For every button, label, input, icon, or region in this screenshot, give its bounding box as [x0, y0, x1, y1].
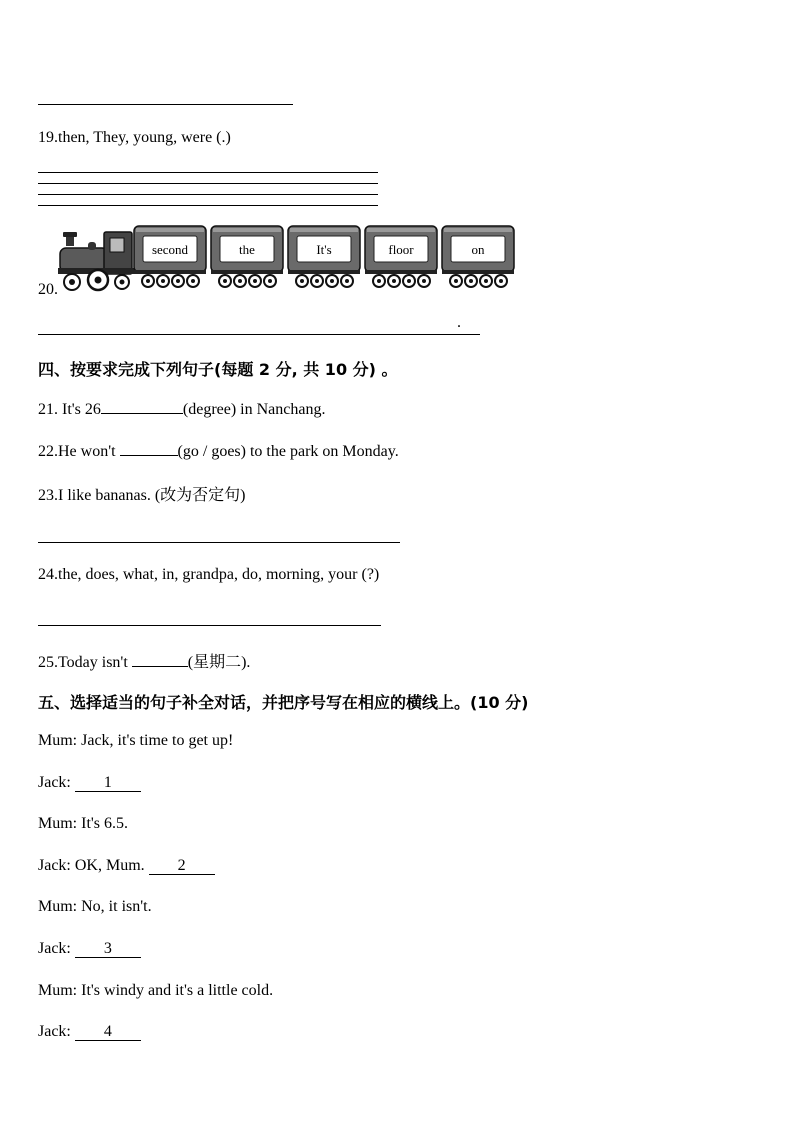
question-23: 23.I like bananas. (改为否定句)	[38, 487, 246, 504]
train-car-word: It's	[316, 242, 332, 257]
dialogue-text: Jack, it's time to get up!	[81, 732, 234, 749]
dialogue-line	[38, 898, 152, 916]
train-car	[288, 226, 360, 287]
answer-blank[interactable]: 3	[75, 941, 141, 958]
question-24: 24.the, does, what, in, grandpa, do, morning, your (?)	[38, 566, 380, 583]
fill-blank[interactable]	[120, 441, 178, 456]
question-25: 25.Today isn't (星期二).	[38, 654, 251, 671]
question-number: 21.	[38, 401, 58, 418]
dialogue-text: No, it isn't.	[81, 898, 152, 916]
speaker: Jack:	[38, 856, 75, 874]
question-number: 23.	[38, 487, 58, 504]
writing-line-2	[38, 183, 378, 184]
question-number: 24.	[38, 566, 58, 583]
locomotive-icon	[58, 232, 136, 290]
fill-blank[interactable]	[132, 652, 188, 667]
dialogue-line	[38, 815, 128, 833]
question-19	[38, 129, 231, 147]
question-20-number: 20.	[38, 281, 58, 298]
question-text: then, They, young, were (.)	[58, 129, 231, 146]
dialogue-line	[38, 982, 273, 1000]
answer-line-period: .	[457, 314, 461, 331]
speaker: Jack:	[38, 940, 75, 957]
speaker: Mum:	[38, 732, 82, 749]
section-5-heading: 五、选择适当的句子补全对话，并把序号写在相应的横线上。(10 分)	[38, 693, 529, 712]
writing-line-3	[38, 194, 378, 195]
speaker: Mum:	[38, 981, 82, 999]
answer-blank[interactable]: 4	[75, 1024, 141, 1041]
answer-blank[interactable]: 2	[149, 858, 215, 875]
question-number: 22.	[38, 443, 58, 460]
speaker: Mum:	[38, 815, 82, 833]
section-4-heading: 四、按要求完成下列句子(每题 2 分, 共 10 分) 。	[38, 360, 398, 379]
speaker: Mum:	[38, 898, 82, 916]
dialogue-text: OK, Mum.	[74, 856, 149, 874]
speaker: Jack:	[38, 773, 75, 791]
train-illustration	[58, 222, 528, 296]
writing-line-1	[38, 172, 378, 173]
fill-blank[interactable]	[101, 399, 183, 414]
answer-line-24	[38, 625, 381, 626]
answer-line-18	[38, 104, 293, 105]
dialogue-text: It's windy and it's a little cold.	[81, 981, 274, 999]
question-number: 19.	[38, 129, 58, 146]
train-car-word: floor	[388, 242, 414, 257]
train-car	[365, 226, 437, 287]
answer-blank[interactable]: 1	[75, 775, 141, 792]
dialogue-line	[38, 774, 141, 792]
dialogue-text: It's 6.5.	[81, 815, 129, 833]
dialogue-line	[38, 857, 215, 875]
question-22: 22.He won't (go / goes) to the park on Monday.	[38, 443, 399, 460]
question-number: 25.	[38, 654, 58, 671]
answer-line-23	[38, 542, 400, 543]
answer-line-20	[38, 334, 480, 335]
train-car-word: the	[239, 242, 255, 257]
train-car	[134, 226, 206, 287]
writing-line-4	[38, 205, 378, 206]
dialogue-line	[38, 940, 141, 958]
speaker: Jack:	[38, 1023, 75, 1041]
train-car	[211, 226, 283, 287]
dialogue-line	[38, 732, 233, 750]
train-car-word: on	[471, 242, 485, 257]
train-car-word: second	[151, 242, 189, 257]
dialogue-line	[38, 1023, 141, 1041]
question-21: 21. It's 26 (degree) in Nanchang.	[38, 401, 326, 418]
train-car	[442, 226, 514, 287]
